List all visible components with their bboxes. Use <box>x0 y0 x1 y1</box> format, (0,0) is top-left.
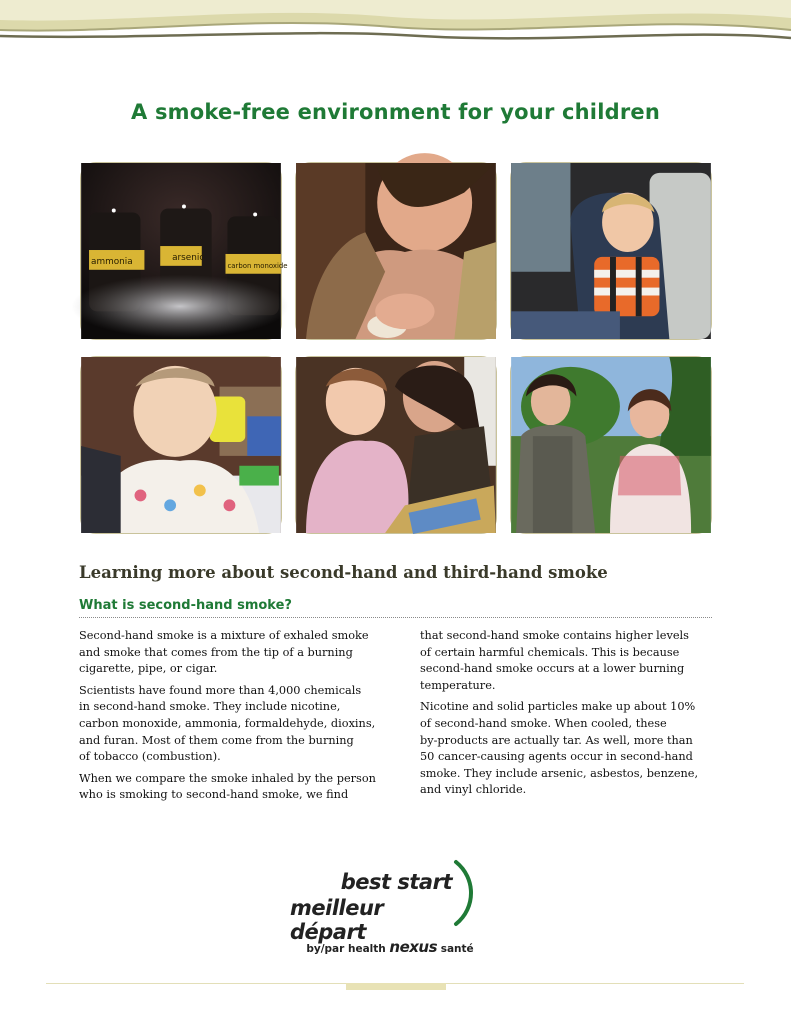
section-heading: Learning more about second-hand and third-hand smoke <box>79 563 608 582</box>
photo-young-couple <box>510 356 712 534</box>
bottle-label-ammonia: ammonia <box>91 256 133 267</box>
nexus-wordmark: nexus <box>389 938 438 956</box>
left-text-column <box>79 628 384 809</box>
right-text-column <box>420 628 725 804</box>
logo-text-meilleur-depart: meilleur départ <box>290 896 384 944</box>
photo-mother-and-baby <box>295 162 497 340</box>
photo-chemical-bottles <box>80 162 288 340</box>
photo-toddler-car-seat <box>510 162 712 340</box>
paragraph: that second-hand smoke contains higher levels of certain harmful chemicals. This is because second-hand smoke occurs at a lower burning temperature. <box>420 629 689 692</box>
paragraph: Scientists have found more than 4,000 chemicals in second-hand smoke. They include nicotine, carbon monoxide, ammonia, formaldehyde, dioxins, and furan. Most of them come from the burning of tobacco (combustion). <box>79 683 376 764</box>
page-title: A smoke-free environment for your children <box>130 100 660 124</box>
young-couple-image <box>511 357 711 533</box>
photo-baby-tummy-time <box>80 356 282 534</box>
logo-bracket-icon <box>452 860 478 926</box>
logo-text-best-start: best start <box>340 870 452 894</box>
baby-tummy-time-image <box>81 357 281 533</box>
paragraph: When we compare the smoke inhaled by the person who is smoking to second-hand smoke, we find <box>79 771 376 802</box>
bottle-label-arsenic: arsenic <box>172 252 205 263</box>
mother-and-baby-image <box>296 163 496 339</box>
photo-reading-together <box>295 356 497 534</box>
byline-prefix: by/par health <box>306 943 390 955</box>
logo-byline <box>290 938 490 956</box>
footer-tab <box>346 983 446 990</box>
subheading-second-hand-smoke: What is second-hand smoke? <box>79 598 292 613</box>
byline-suffix: santé <box>437 943 474 955</box>
paragraph: Nicotine and solid particles make up about 10% of second-hand smoke. When cooled, these by-products are actually tar. As well, more than 50 cancer-causing agents occur in second-hand smoke. They include arsenic, asbestos, benzene, and vinyl chloride. <box>420 700 699 797</box>
dotted-divider <box>79 617 712 618</box>
best-start-logo <box>290 860 490 960</box>
paragraph: Second-hand smoke is a mixture of exhaled smoke and smoke that comes from the tip of a burning cigarette, pipe, or cigar. <box>79 629 369 676</box>
toddler-car-seat-image <box>511 163 711 339</box>
reading-together-image <box>296 357 496 533</box>
chemical-bottles-image <box>81 163 288 339</box>
bottle-label-carbon-monoxide: carbon monoxide <box>227 261 288 270</box>
top-decorative-banner <box>0 0 791 44</box>
